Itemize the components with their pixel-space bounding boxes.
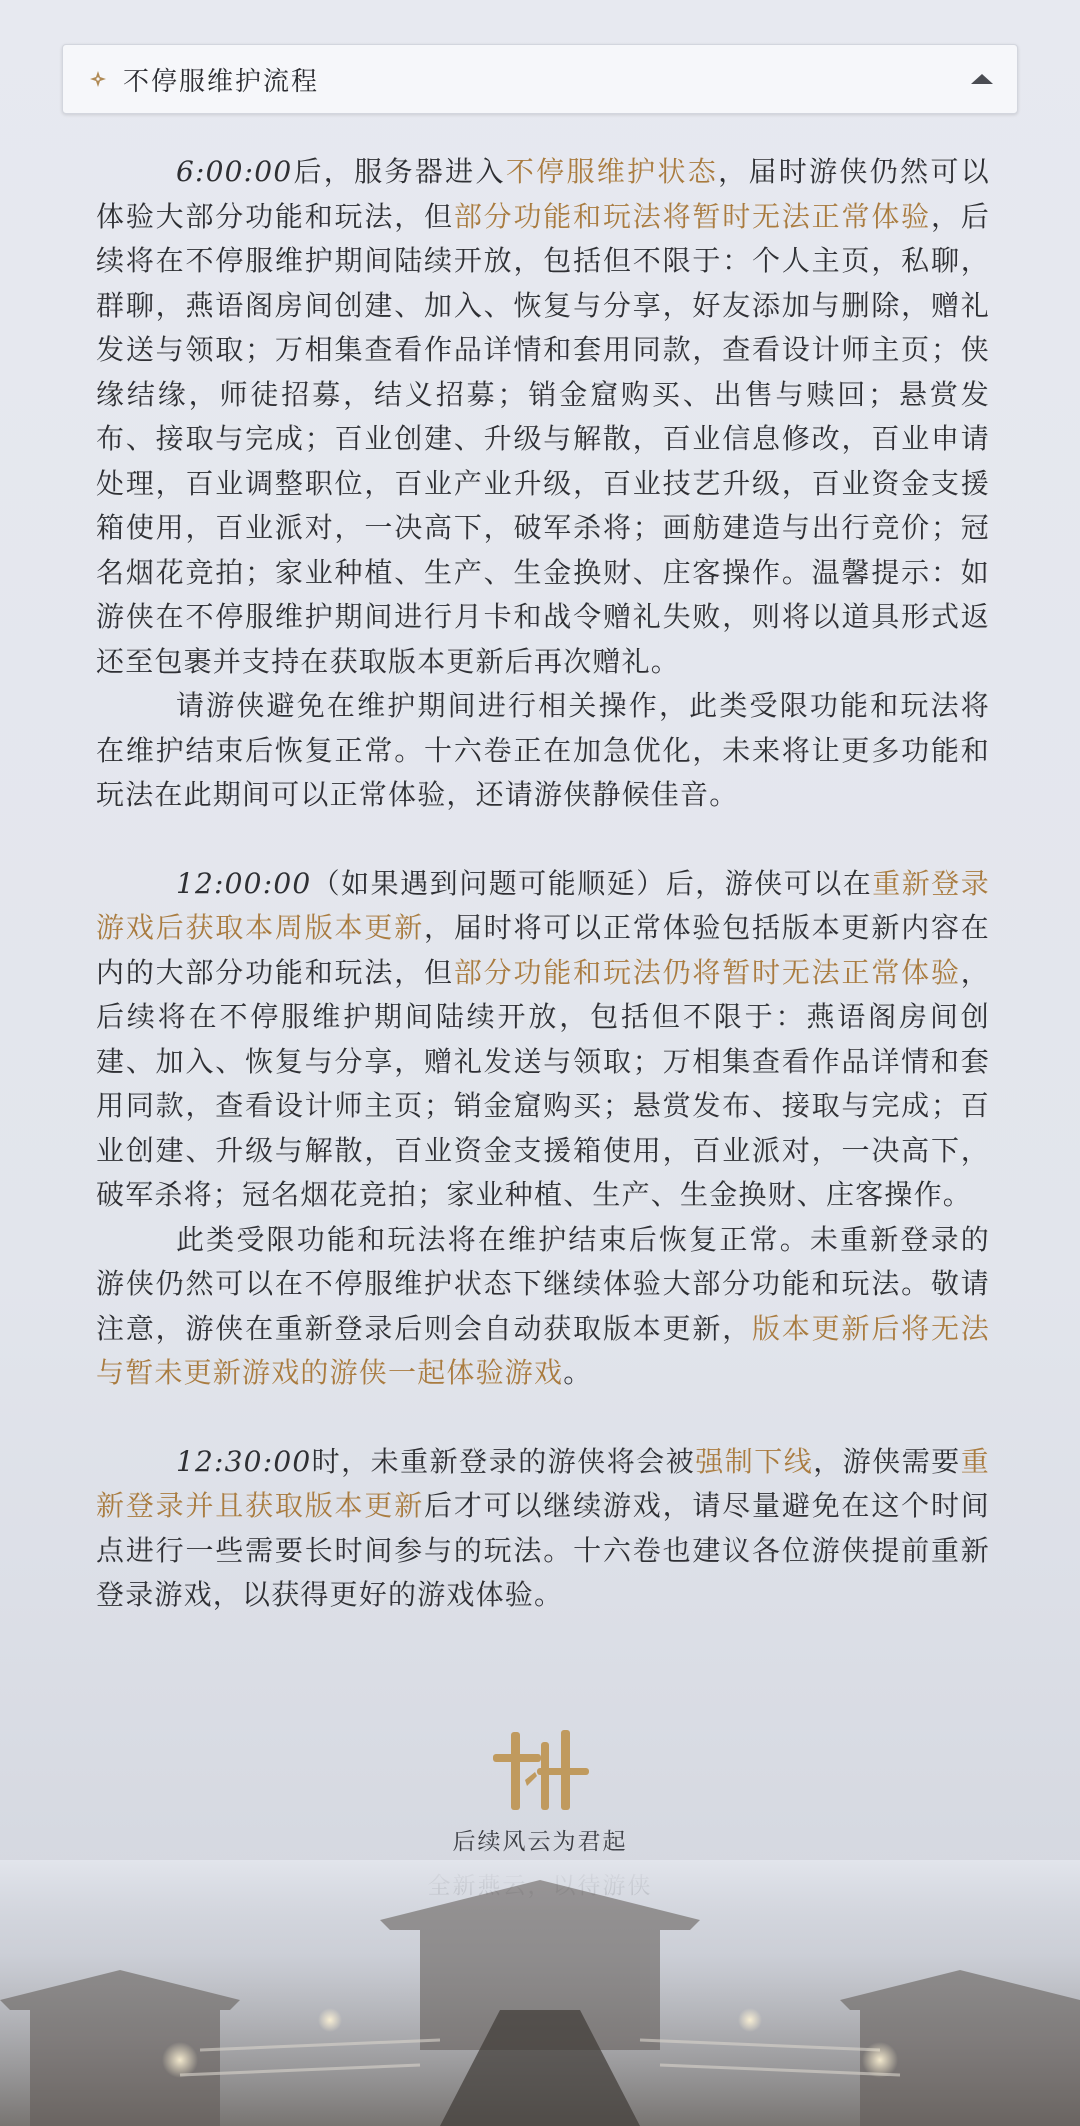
maintenance-process-header[interactable]: [62, 44, 1018, 114]
maintenance-content: [96, 150, 990, 1618]
body-text: （如果遇到问题可能顺延）后，游侠可以在: [311, 866, 873, 900]
highlight-text: 强制下线: [695, 1444, 814, 1478]
section-1-time: 6:00:00: [176, 155, 293, 188]
body-text: 。: [563, 1356, 593, 1389]
body-text: ，届时游侠仍然可以体验大部分功能和玩法，但: [96, 155, 990, 233]
section-2-p1-body: [96, 867, 990, 1212]
section-gap: [96, 818, 990, 862]
section-1-paragraph-2: [96, 684, 990, 818]
highlight-text: 版本更新后将无法与暂未更新游戏的游侠一起体验游戏: [96, 1311, 990, 1389]
body-text: 后，服务器进入: [292, 155, 506, 188]
section-2-paragraph-2: [96, 1218, 990, 1396]
palace-scene-image: [0, 1860, 1080, 2126]
header-title: 不停服维护流程: [123, 66, 320, 97]
section-1-paragraph-1: [96, 150, 990, 684]
section-2-time: 12:00:00: [176, 866, 312, 900]
body-text: ，后续将在不停服维护期间陆续开放，包括但不限于：个人主页，私聊，群聊，燕语阁房间创建、加入、恢复与分享，好友添加与删除，赠礼发送与领取；万相集查看作品详情和套用同款，查看设计师主页；侠缘结缘，师徒招募，结义招募；销金窟购买、出售与赎回；悬赏发布、接取与完成；百业创建、升级与解散，百业信息修改，百业申请处理，百业调整职位，百业产业升级，百业技艺升级，百业资金支援箱使用，百业派对，一决高下，破军杀将；画舫建造与出行竞价；冠名烟花竞拍；家业种植、生产、生金换财、庄客操作。温馨提示：如游侠在不停服维护期间进行月卡和战令赠礼失败，则将以道具形式返还至包裹并支持在获取版本更新后再次赠礼。: [96, 199, 990, 678]
section-3-paragraph-1: [96, 1440, 990, 1618]
body-text: ，届时将可以正常体验包括版本更新内容在内的大部分功能和玩法，但: [96, 911, 990, 989]
section-3-time: 12:30:00: [176, 1444, 312, 1478]
highlight-text: 不停服维护状态: [505, 155, 719, 188]
highlight-text: 部分功能和玩法仍将暂时无法正常体验: [453, 955, 961, 989]
section-1-p1-body: [96, 155, 990, 678]
highlight-text: 重新登录游戏后获取本周版本更新: [96, 866, 990, 944]
body-text: 此类受限功能和玩法将在维护结束后恢复正常。未重新登录的游侠仍然可以在不停服维护状态下继续体验大部分功能和玩法。敬请注意，游侠在重新登录后则会自动获取版本更新，: [96, 1222, 990, 1345]
section-2-paragraph-1: [96, 862, 990, 1218]
section-2-p2-body: [96, 1223, 990, 1390]
body-text: ，后续将在不停服维护期间陆续开放，包括但不限于：燕语阁房间创建、加入、恢复与分享，赠礼发送与领取；万相集查看作品详情和套用同款，查看设计师主页；销金窟购买；悬赏发布、接取与完成；百业创建、升级与解散，百业资金支援箱使用，百业派对，一决高下，破军杀将；冠名烟花竞拍；家业种植、生产、生金换财、庄客操作。: [96, 955, 990, 1211]
section-gap: [96, 1396, 990, 1440]
body-text: ，游侠需要: [813, 1444, 961, 1478]
body-text: 请游侠避免在维护期间进行相关操作，此类受限功能和玩法将在维护结束后恢复正常。十六卷正在加急优化，未来将让更多功能和玩法在此期间可以正常体验，还请游侠静候佳音。: [96, 689, 990, 811]
section-1-p2-body: [96, 689, 990, 811]
body-text: 后才可以继续游戏，请尽量避免在这个时间点进行一些需要长时间参与的玩法。十六卷也建议各位游侠提前重新登录游戏，以获得更好的游戏体验。: [96, 1489, 990, 1611]
caret-up-icon[interactable]: [971, 74, 993, 84]
highlight-text: 重新登录并且获取版本更新: [96, 1444, 990, 1522]
highlight-text: 部分功能和玩法将暂时无法正常体验: [453, 199, 931, 233]
diamond-sparkle-icon: [87, 68, 109, 90]
slogan-line-1: 后续风云为君起: [452, 1829, 628, 1855]
game-logo-icon: [485, 1720, 595, 1820]
body-text: 时，未重新登录的游侠将会被: [311, 1444, 696, 1478]
